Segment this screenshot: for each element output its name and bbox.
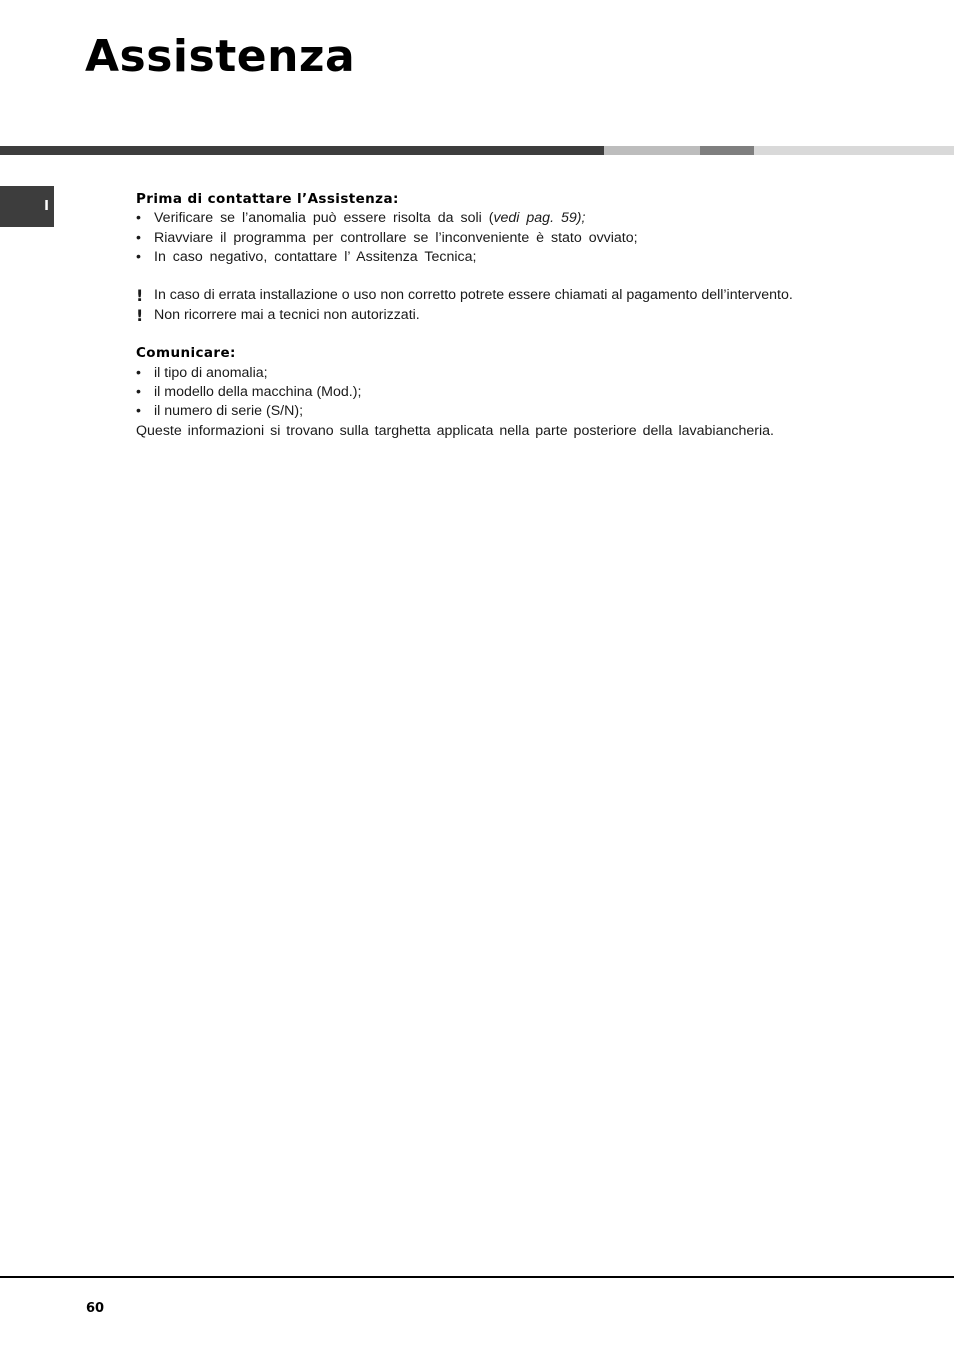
exclamation-icon: ! bbox=[136, 305, 144, 325]
page-reference: vedi pag. 59); bbox=[493, 210, 586, 227]
divider-segment-dark bbox=[0, 146, 604, 155]
page-number: 60 bbox=[86, 1301, 105, 1316]
page-title: Assistenza bbox=[85, 31, 356, 82]
bullet-icon: • bbox=[136, 403, 141, 420]
warning-item bbox=[136, 306, 876, 325]
list-item-text: Riavviare il programma per controllare se l’inconveniente è stato ovviato; bbox=[154, 229, 638, 246]
warning-text: In caso di errata installazione o uso non corretto potrete essere chiamati al pagamento dell’intervento. bbox=[154, 287, 793, 304]
section-heading-communicate: Comunicare: bbox=[136, 345, 236, 362]
list-item bbox=[136, 383, 876, 402]
exclamation-icon: ! bbox=[136, 286, 144, 306]
divider-segment-light bbox=[604, 146, 700, 155]
list-item bbox=[136, 364, 876, 383]
warning-item bbox=[136, 286, 876, 305]
bullet-icon: • bbox=[136, 248, 141, 265]
warning-text: Non ricorrere mai a tecnici non autorizzati. bbox=[154, 306, 420, 323]
divider-segment-pale bbox=[754, 146, 954, 155]
list-item bbox=[136, 229, 876, 248]
list-item bbox=[136, 248, 876, 267]
list-item-text: il tipo di anomalia; bbox=[154, 364, 268, 381]
list-item-text: il modello della macchina (Mod.); bbox=[154, 383, 362, 400]
bullet-icon: • bbox=[136, 383, 141, 400]
spacer bbox=[136, 325, 876, 344]
language-tab bbox=[0, 186, 54, 227]
info-note: Queste informazioni si trovano sulla targhetta applicata nella parte posteriore della lavabiancheria. bbox=[136, 422, 774, 439]
footer-divider bbox=[0, 1276, 954, 1278]
bullet-icon: • bbox=[136, 229, 141, 246]
bullet-icon: • bbox=[136, 364, 141, 381]
list-item-text: In caso negativo, contattare l’ Assitenza Tecnica; bbox=[154, 248, 477, 265]
header-divider bbox=[0, 146, 954, 155]
language-tab-label: I bbox=[44, 199, 49, 214]
list-item-text: Verificare se l’anomalia può essere risolta da soli ( bbox=[154, 210, 494, 227]
spacer bbox=[136, 267, 876, 286]
main-content bbox=[136, 190, 876, 441]
list-item bbox=[136, 209, 876, 228]
bullet-icon: • bbox=[136, 210, 141, 227]
list-item bbox=[136, 402, 876, 421]
section-heading-before-contact: Prima di contattare l’Assistenza: bbox=[136, 191, 399, 207]
divider-segment-mid bbox=[700, 146, 754, 155]
list-item-text: il numero di serie (S/N); bbox=[154, 403, 304, 420]
